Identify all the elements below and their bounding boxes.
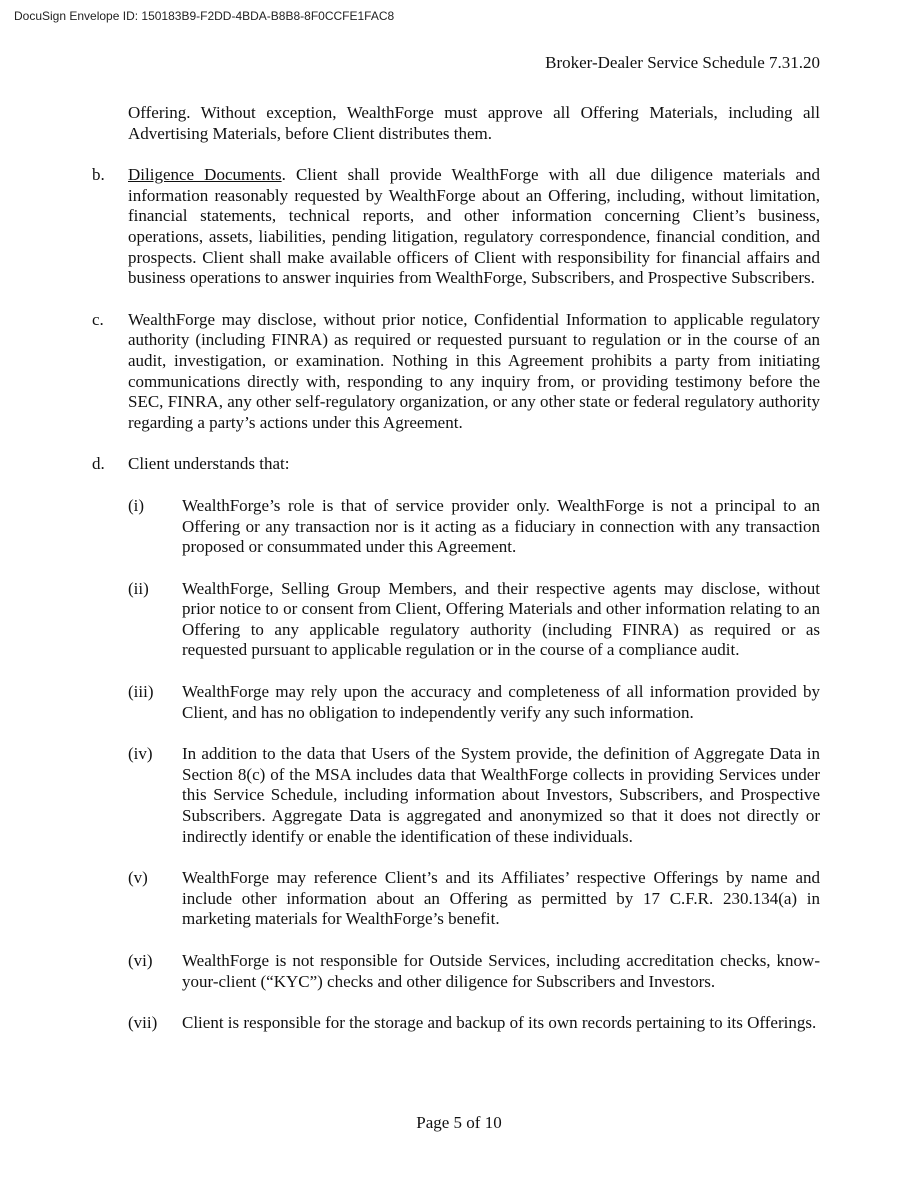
subclause-vi xyxy=(128,951,820,992)
clause-d-label: d. xyxy=(92,454,105,474)
clause-b xyxy=(92,165,820,289)
subclause-text: Client is responsible for the storage and backup of its own records pertaining to its Offerings. xyxy=(182,1013,817,1033)
subclause-v xyxy=(128,868,820,930)
subclause-label: (iv) xyxy=(128,744,153,764)
clause-c-text: WealthForge may disclose, without prior notice, Confidential Information to applicable regulatory authority (including FINRA) as required or requested pursuant to regulation or in the course of an audit, investigation, or examination. Nothing in this Agreement prohibits a party from initiating communications directly with, responding to any inquiry from, or providing testimony before the SEC, FINRA, any other self-regulatory organization, or any other state or federal regulatory authority regarding a party’s actions under this Agreement. xyxy=(128,309,820,432)
subclause-label: (vii) xyxy=(128,1013,158,1033)
document-body xyxy=(92,103,820,1055)
subclause-ii xyxy=(128,579,820,661)
subclause-i xyxy=(128,496,820,558)
clause-c xyxy=(92,310,820,434)
clause-c-label: c. xyxy=(92,309,104,329)
subclause-vii xyxy=(128,1013,820,1034)
subclause-text: WealthForge may rely upon the accuracy and completeness of all information provided by Client, and has no obligation to independently verify any such information. xyxy=(182,682,820,722)
subclause-label: (vi) xyxy=(128,951,153,970)
clause-b-text xyxy=(128,165,820,289)
page-number: Page 5 of 10 xyxy=(416,1113,502,1132)
subclause-iv xyxy=(128,744,820,847)
subclause-iii xyxy=(128,682,820,723)
clause-b-heading: Diligence Documents xyxy=(128,165,282,185)
subclause-text: WealthForge is not responsible for Outside Services, including accreditation checks, know-your-client (“KYC”) checks and other diligence for Subscribers and Investors. xyxy=(182,951,820,991)
subclause-label: (ii) xyxy=(128,578,149,598)
subclause-text: WealthForge may reference Client’s and its Affiliates’ respective Offerings by name and include other information about an Offering as permitted by 17 C.F.R. 230.134(a) in marketing materials for WealthForge’s benefit. xyxy=(182,868,820,929)
subclause-text: WealthForge, Selling Group Members, and their respective agents may disclose, without prior notice to or consent from Client, Offering Materials and other information relating to an Offering to any applicable regulatory authority (including FINRA) as required or as requested pursuant to applicable regulation or in the course of a compliance audit. xyxy=(182,578,820,660)
docusign-envelope-id: DocuSign Envelope ID: 150183B9-F2DD-4BDA-B8B8-8F0CCFE1FAC8 xyxy=(14,9,395,23)
clause-d-text: Client understands that: xyxy=(128,454,290,474)
subclause-label: (i) xyxy=(128,495,145,515)
clause-b-body: . Client shall provide WealthForge with all due diligence materials and information reasonably requested by WealthForge about an Offering, including, without limitation, financial statements, technical reports, and other information concerning Client’s business, operations, assets, liabilities, pending litigation, regulatory correspondence, financial condition, and prospects. Client shall make available officers of Client with responsibility for financial affairs and business operations to answer inquiries from WealthForge, Subscribers, and Prospective Subscribers. xyxy=(128,165,821,288)
subclause-text: In addition to the data that Users of the System provide, the definition of Aggregate Data in Section 8(c) of the MSA includes data that WealthForge collects in providing Services under this Service Schedule, including information about Investors, Subscribers, and Prospective Subscribers. Aggregate Data is aggregated and anonymized so that it does not directly or indirectly identify or enable the identification of these individuals. xyxy=(182,744,820,846)
subclause-label: (iii) xyxy=(128,682,154,702)
schedule-header: Broker-Dealer Service Schedule 7.31.20 xyxy=(545,53,820,72)
clause-d xyxy=(92,454,820,475)
subclause-text: WealthForge’s role is that of service provider only. WealthForge is not a principal to an Offering or any transaction nor is it acting as a fiduciary in connection with any transaction proposed or consummated under this Agreement. xyxy=(182,495,820,557)
clause-b-label: b. xyxy=(92,165,105,185)
subclause-label: (v) xyxy=(128,868,148,888)
continuation-paragraph: Offering. Without exception, WealthForge must approve all Offering Materials, including all Advertising Materials, before Client distributes them. xyxy=(128,103,820,143)
